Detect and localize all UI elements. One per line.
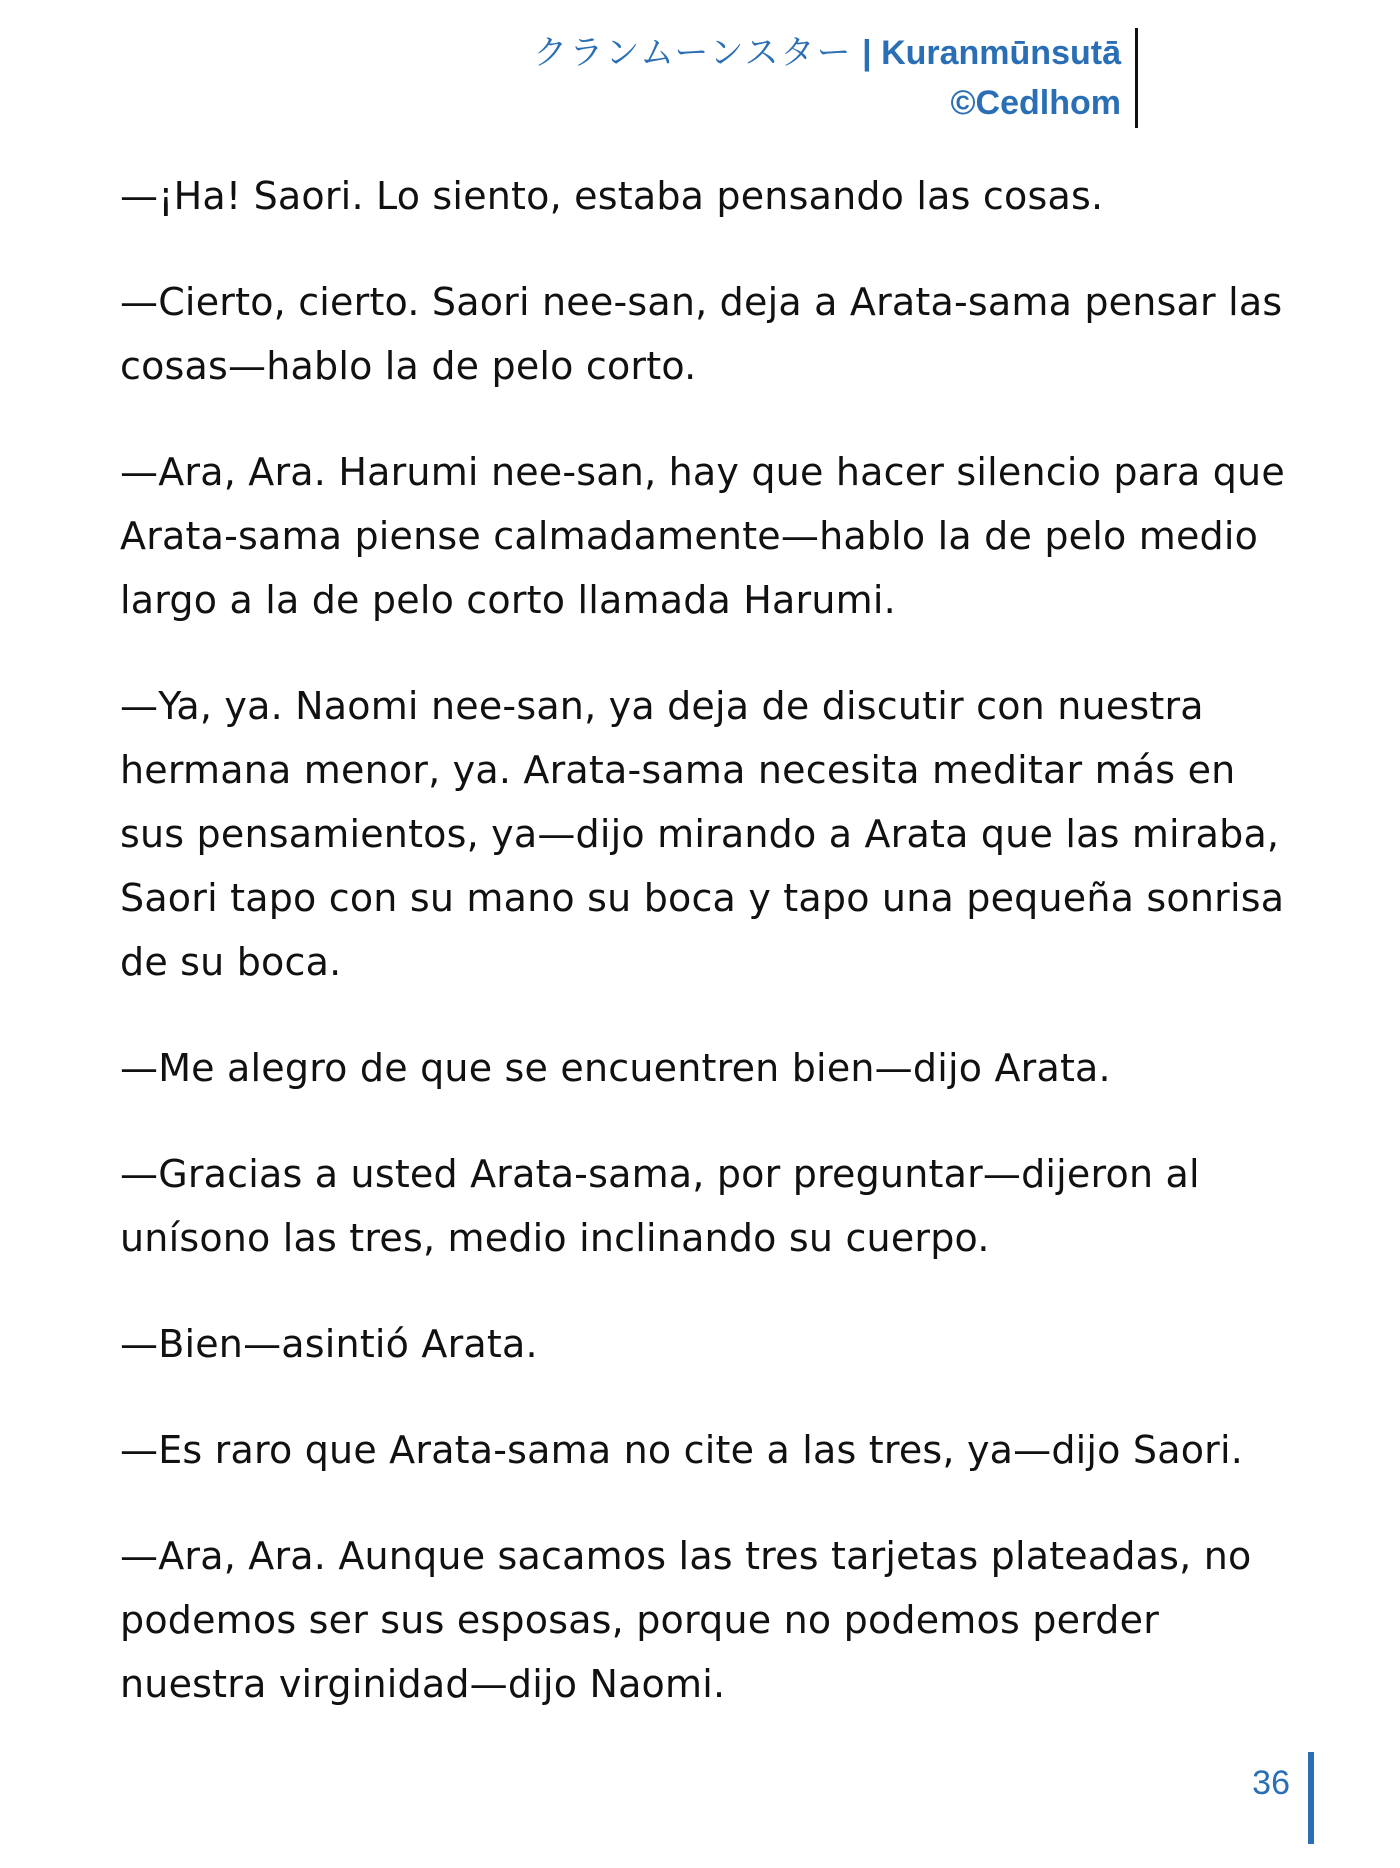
paragraph-2: —Cierto, cierto. Saori nee-san, deja a Arata-sama pensar las cosas—hablo la de pelo corto.	[120, 280, 1283, 388]
page-body	[120, 164, 1300, 1758]
page-footer	[1252, 1752, 1314, 1844]
paragraph-5: —Me alegro de que se encuentren bien—dijo Arata.	[120, 1046, 1111, 1090]
header-title-romaji: Kuranmūnsutā	[881, 34, 1121, 72]
footer-divider-bar	[1308, 1752, 1314, 1844]
paragraph-7: —Bien—asintió Arata.	[120, 1322, 538, 1366]
page-number: 36	[1252, 1764, 1290, 1802]
paragraph-3: —Ara, Ara. Harumi nee-san, hay que hacer silencio para que Arata-sama piense calmadamente—hablo la de pelo medio largo a la de pelo corto llamada Harumi.	[120, 450, 1285, 622]
header-title-japanese: クランムーンスター	[533, 34, 853, 72]
header-copyright: ©Cedlhom	[950, 84, 1121, 122]
paragraph-1: —¡Ha! Saori. Lo siento, estaba pensando las cosas.	[120, 174, 1104, 218]
header-title-separator: |	[862, 34, 872, 72]
paragraph-4: —Ya, ya. Naomi nee-san, ya deja de discutir con nuestra hermana menor, ya. Arata-sama necesita meditar más en sus pensamientos, ya—dijo mirando a Arata que las miraba, Saori tapo con su mano su boca y tapo una pequeña sonrisa de su boca.	[120, 684, 1285, 984]
page-header	[533, 28, 1138, 128]
paragraph-8: —Es raro que Arata-sama no cite a las tres, ya—dijo Saori.	[120, 1428, 1244, 1472]
paragraph-9: —Ara, Ara. Aunque sacamos las tres tarjetas plateadas, no podemos ser sus esposas, porque no podemos perder nuestra virginidad—dijo Naomi.	[120, 1534, 1252, 1706]
paragraph-6: —Gracias a usted Arata-sama, por preguntar—dijeron al unísono las tres, medio inclinando su cuerpo.	[120, 1152, 1200, 1260]
header-title-line	[533, 28, 1121, 78]
